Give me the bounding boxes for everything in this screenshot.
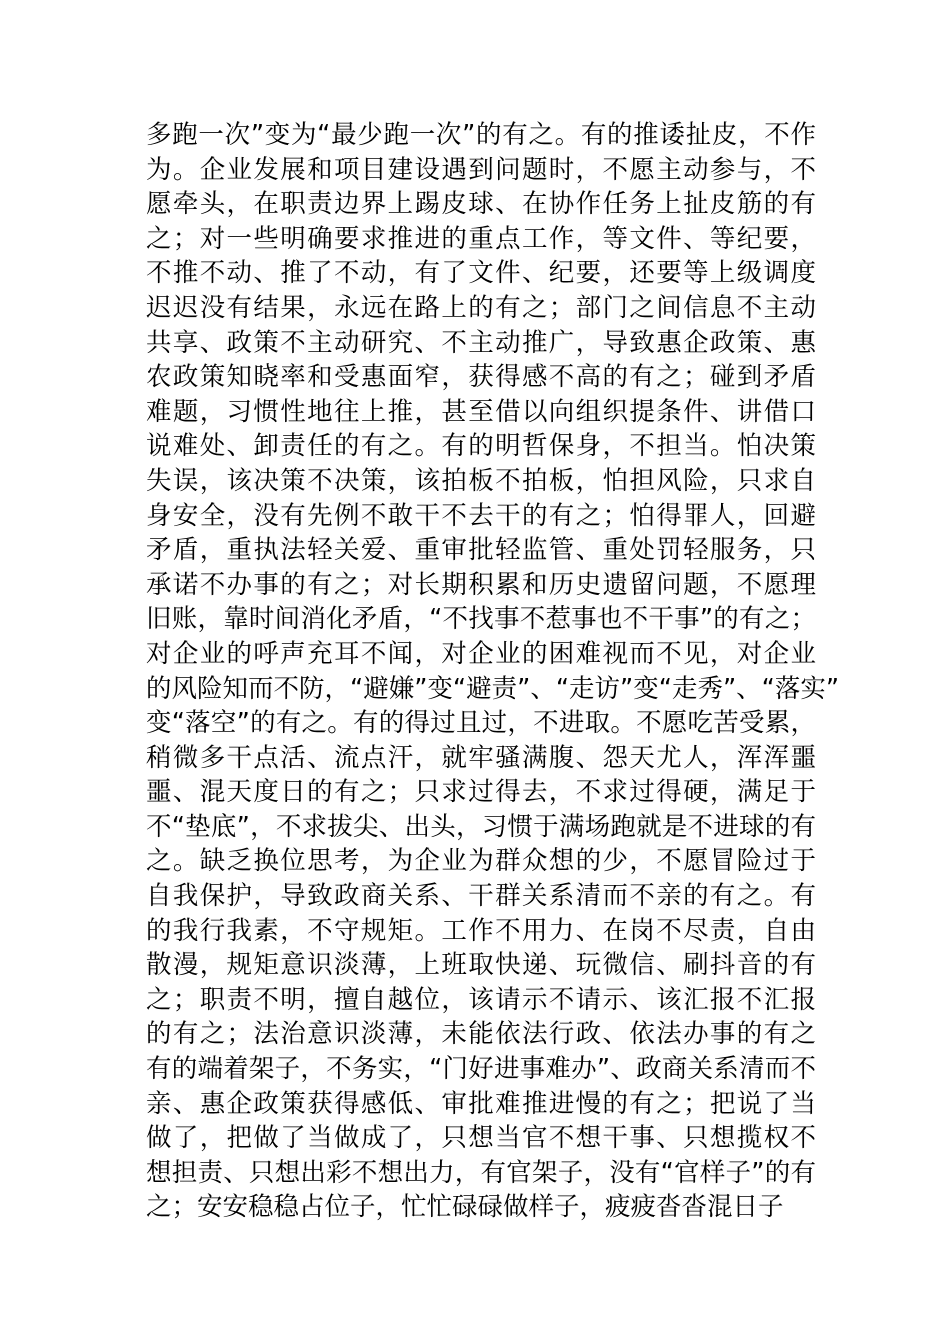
text-line: 对企业的呼声充耳不闻，对企业的困难视而不见，对企业 [146, 638, 816, 669]
text-line: 之。缺乏换位思考，为企业为群众想的少，不愿冒险过于 [146, 846, 816, 877]
text-line: 的有之；法治意识淡薄，未能依法行政、依法办事的有之 [146, 1019, 816, 1050]
text-line: 之；对一些明确要求推进的重点工作，等文件、等纪要， [146, 223, 816, 254]
text-line: 承诺不办事的有之；对长期积累和历史遗留问题，不愿理 [146, 569, 816, 600]
text-line: 说难处、卸责任的有之。有的明哲保身，不担当。怕决策 [146, 431, 816, 462]
text-line: 迟迟没有结果，永远在路上的有之；部门之间信息不主动 [146, 292, 816, 323]
text-line: 想担责、只想出彩不想出力，有官架子，没有“官样子”的有 [146, 1157, 816, 1188]
text-line: 自我保护，导致政商关系、干群关系清而不亲的有之。有 [146, 881, 816, 912]
text-line: 的我行我素，不守规矩。工作不用力、在岗不尽责，自由 [146, 915, 816, 946]
text-line: 愿牵头，在职责边界上踢皮球、在协作任务上扯皮筋的有 [146, 189, 816, 220]
text-line: 不推不动、推了不动，有了文件、纪要，还要等上级调度 [146, 258, 816, 289]
text-line: 身安全，没有先例不敢干不去干的有之；怕得罪人，回避 [146, 500, 816, 531]
text-line: 做了，把做了当做成了，只想当官不想干事、只想揽权不 [146, 1123, 816, 1154]
body-paragraph [146, 118, 840, 1225]
text-line: 变“落空”的有之。有的得过且过，不进取。不愿吃苦受累， [146, 708, 816, 739]
text-line: 难题，习惯性地往上推，甚至借以向组织提条件、讲借口 [146, 396, 816, 427]
text-line: 矛盾，重执法轻关爱、重审批轻监管、重处罚轻服务，只 [146, 535, 816, 566]
text-line: 散漫，规矩意识淡薄，上班取快递、玩微信、刷抖音的有 [146, 950, 816, 981]
text-line: 噩、混天度日的有之；只求过得去，不求过得硬，满足于 [146, 777, 816, 808]
text-line: 为。企业发展和项目建设遇到问题时，不愿主动参与，不 [146, 154, 816, 185]
text-line: 的风险知而不防，“避嫌”变“避责”、“走访”变“走秀”、“落实” [146, 673, 840, 704]
text-line: 多跑一次”变为“最少跑一次”的有之。有的推诿扯皮，不作 [146, 120, 816, 150]
text-line: 之；职责不明，擅自越位，该请示不请示、该汇报不汇报 [146, 984, 816, 1015]
text-line: 稍微多干点活、流点汗，就牢骚满腹、怨天尤人，浑浑噩 [146, 742, 816, 773]
text-line: 共享、政策不主动研究、不主动推广，导致惠企政策、惠 [146, 327, 816, 358]
text-line: 有的端着架子，不务实，“门好进事难办”、政商关系清而不 [146, 1054, 816, 1085]
text-line: 之；安安稳稳占位子，忙忙碌碌做样子，疲疲沓沓混日子 [146, 1192, 784, 1223]
text-line: 农政策知晓率和受惠面窄，获得感不高的有之；碰到矛盾 [146, 362, 816, 393]
text-line: 旧账，靠时间消化矛盾，“不找事不惹事也不干事”的有之； [146, 604, 816, 635]
text-line: 亲、惠企政策获得感低、审批难推进慢的有之；把说了当 [146, 1088, 816, 1119]
text-line: 失误，该决策不决策，该拍板不拍板，怕担风险，只求自 [146, 465, 816, 496]
text-line: 不“垫底”，不求拔尖、出头，习惯于满场跑就是不进球的有 [146, 811, 816, 842]
